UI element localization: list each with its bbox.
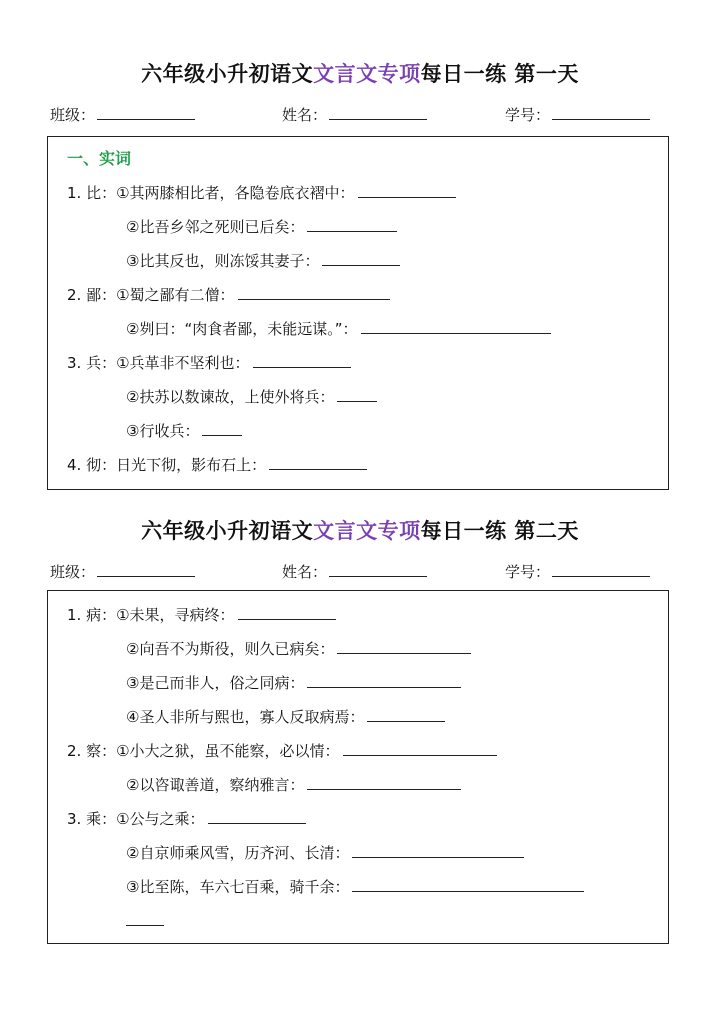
name-field[interactable] [282,561,427,582]
question-row [67,182,456,204]
name-label: 姓名： [282,106,328,124]
class-field[interactable] [50,561,195,582]
answer-blank[interactable] [367,706,445,722]
answer-blank[interactable] [307,216,397,232]
question-text: 1. 比：①其两膝相比者，各隐卷底衣褶中： [67,184,355,202]
question-text: ④圣人非所与熙也，寡人反取病焉： [126,708,365,726]
class-field[interactable] [50,104,195,125]
day2-title [0,515,720,545]
question-text: ③行收兵： [126,422,200,440]
title-prefix: 六年级小升初语文 [141,519,314,543]
question-text: ②向吾不为斯役，则久已病矣： [126,640,335,658]
section-title: 一、实词 [67,149,132,168]
question-row [126,706,445,728]
answer-blank[interactable] [202,420,242,436]
name-blank[interactable] [329,105,427,120]
number-label: 学号： [505,106,551,124]
name-label: 姓名： [282,563,328,581]
title-prefix: 六年级小升初语文 [141,62,314,86]
answer-blank[interactable] [238,284,390,300]
question-row [126,420,242,442]
question-text: ③比至陈，车六七百乘，骑千余： [126,878,350,896]
class-blank[interactable] [97,105,195,120]
title-highlight: 文言文专项 [313,62,421,86]
answer-blank[interactable] [253,352,351,368]
class-label: 班级： [50,106,96,124]
question-row [126,386,377,408]
question-text: 1. 病：①未果，寻病终： [67,606,235,624]
question-text: 3. 乘：①公与之乘： [67,810,205,828]
answer-blank[interactable] [337,638,471,654]
question-row [126,876,584,898]
question-text: 2. 察：①小大之狱，虽不能察，必以情： [67,742,340,760]
number-field[interactable] [505,104,650,125]
question-text: 3. 兵：①兵革非不坚利也： [67,354,250,372]
answer-blank[interactable] [238,604,336,620]
answer-continuation [126,910,164,932]
question-row [67,352,351,374]
class-blank[interactable] [97,562,195,577]
title-suffix: 每日一练 第二天 [420,519,579,543]
answer-blank[interactable] [269,454,367,470]
answer-blank[interactable] [352,842,524,858]
question-row [126,216,397,238]
question-row [67,454,367,476]
name-blank[interactable] [329,562,427,577]
question-text: ②自京师乘风雪，历齐河、长清： [126,844,350,862]
number-blank[interactable] [552,105,650,120]
class-label: 班级： [50,563,96,581]
question-row [126,672,461,694]
answer-blank[interactable] [361,318,551,334]
answer-blank[interactable] [358,182,456,198]
question-text: ②刿曰：“肉食者鄙，未能远谋。”： [126,320,358,338]
day1-info-row [50,104,670,126]
title-highlight: 文言文专项 [313,519,421,543]
name-field[interactable] [282,104,427,125]
answer-blank[interactable] [322,250,400,266]
number-label: 学号： [505,563,551,581]
answer-blank[interactable] [343,740,497,756]
question-text: ②扶苏以数谏故，上使外将兵： [126,388,335,406]
question-text: ③比其反也，则冻馁其妻子： [126,252,320,270]
answer-blank[interactable] [352,876,584,892]
question-row [126,318,551,340]
question-text: ②以咨诹善道，察纳雅言： [126,776,305,794]
day1-title [0,58,720,88]
answer-blank[interactable] [337,386,377,402]
question-text: 2. 鄙：①蜀之鄙有二僧： [67,286,235,304]
question-row [67,604,336,626]
question-text: ③是己而非人，俗之同病： [126,674,305,692]
question-row [67,740,497,762]
answer-blank[interactable] [126,910,164,926]
question-row [126,842,524,864]
question-text: 4. 彻：日光下彻，影布石上： [67,456,267,474]
question-row [67,284,390,306]
question-row [126,250,400,272]
question-row [67,808,306,830]
number-field[interactable] [505,561,650,582]
answer-blank[interactable] [307,774,461,790]
question-row [126,638,471,660]
answer-blank[interactable] [307,672,461,688]
day2-info-row [50,561,670,583]
title-suffix: 每日一练 第一天 [420,62,579,86]
number-blank[interactable] [552,562,650,577]
question-row [126,774,461,796]
question-text: ②比吾乡邻之死则已后矣： [126,218,305,236]
answer-blank[interactable] [208,808,306,824]
